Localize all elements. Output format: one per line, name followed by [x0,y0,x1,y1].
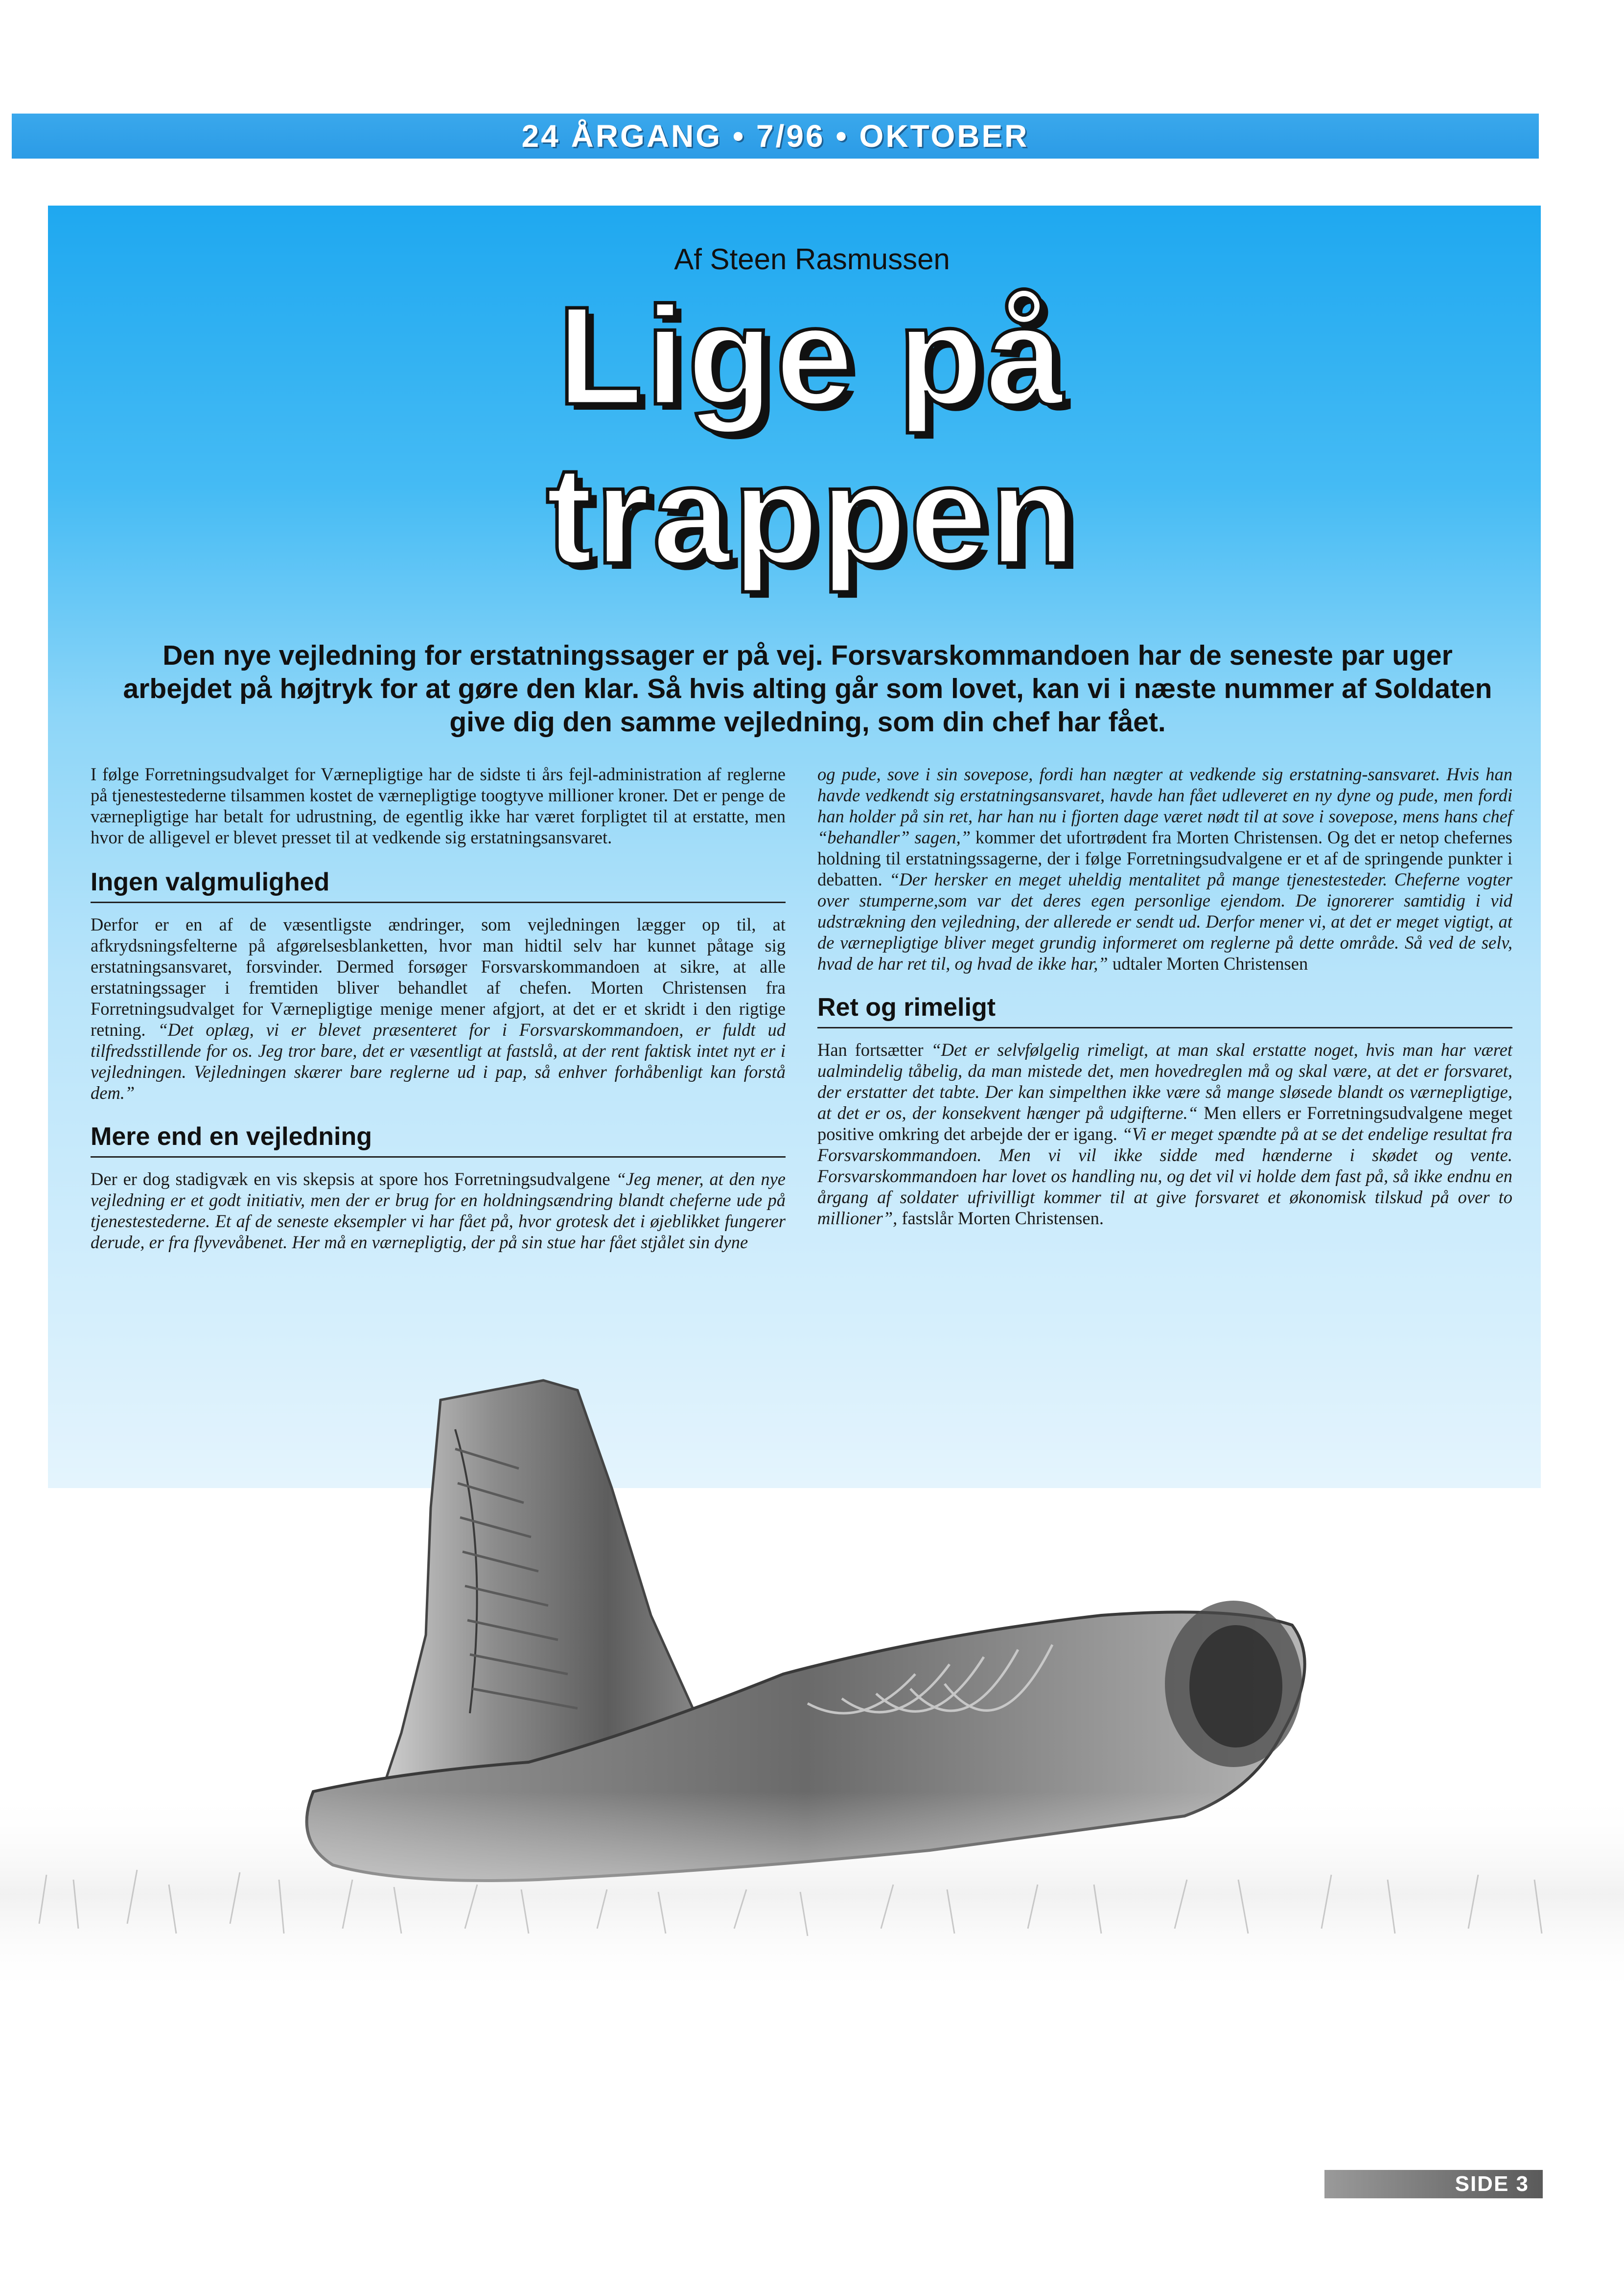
byline: Af Steen Rasmussen [674,243,950,276]
headline-line-2: trappen [546,437,1078,593]
body-paragraph: Der er dog stadigvæk en vis skepsis at spore hos Forretningsudvalgene “Jeg mener, at den nye vejledning er et godt initiativ, men der er brug for en holdningsændring blandt cheferne ude på tjenestestederne. Et af de seneste eksempler vi har fået på, hvor grotesk det i øjeblikket fungerer derude, er fra flyvevåbenet. Her må en værnepligtig, der på sin stue har fået stjålet sin dyne [91,1169,786,1252]
headline [0,277,1624,595]
issue-banner [12,114,1539,159]
page-number: SIDE 3 [1455,2172,1529,2196]
subheading-ingen-valgmulighed: Ingen valgmulighed [91,867,786,903]
body-paragraph: og pude, sove i sin sovepose, fordi han nægter at vedkende sig erstatning-sansvaret. Hvis han havde vedkendt sig erstatningsansvaret, havde han fået udleveret en ny dyne og pude, men fordi han holder på sin ret, har han nu i fjorten dage været nødt til at sove i sovepose, mens hans chef “behandler” sagen,” kommer det ufortrødent fra Morten Christensen. Og det er netop chefernes holdning til erstatningssagerne, der i følge Forretningsudvalgene er et af de springende punkter i debatten. “Der hersker en meget uheldig mentalitet på mange tjenestesteder. Cheferne vogter over stumperne,som var det deres egen personlige ejendom. De ignorerer samtidig i vid udstrækning den vejledning, der allerede er sendt ud. Derfor mener vi, at det er meget vigtigt, at de værnepligtige bliver meget grundig informeret om reglerne på dette område. Så ved de selv, hvad de har ret til, og hvad de ikke har,” udtaler Morten Christensen [817,764,1512,974]
issue-line: 24 ÅRGANG • 7/96 • OKTOBER [521,118,1029,154]
page-number-bar [1324,2170,1543,2198]
subheading-mere-end-en-vejledning: Mere end en vejledning [91,1122,786,1158]
lead-paragraph: Den nye vejledning for erstatningssager er på vej. Forsvarskommandoen har de seneste par uger arbejdet på højtryk for at gøre den klar. Så hvis alting går som lovet, kan vi i næste nummer af Soldaten give dig den samme vejledning, som din chef har fået. [123,640,1492,738]
intro-paragraph: I følge Forretningsudvalget for Værnepligtige har de sidste ti års fejl-administration af reglerne på tjenestestederne tilsammen kostet de værnepligtige toogtyve millioner kroner. Det er penge de værnepligtige har betalt for udrustning, de egentlig ikke har været forpligtet til at erstatte, men hvor de alligevel er blevet presset til at vedkende sig erstatningsansvaret. [91,764,786,847]
left-column [91,764,786,1253]
body-paragraph: Derfor er en af de væsentligste ændringer, som vejledningen lægger op til, at afkrydsningsfelterne på afgørelsesblanketten, hvor man hidtil selv har kunnet påtage sig erstatningsansvaret, forsvinder. Dermed forsøger Forsvarskommandoen at sikre, at alle erstatningssager i fremtiden bliver behandlet af chefen. Morten Christensen fra Forretningsudvalget for Værnepligtige menige mener afgjort, at det er et skridt i den rigtige retning. “Det oplæg, vi er blevet præsenteret for i Forsvarskommandoen, er fuldt ud tilfredsstillende for os. Jeg tror bare, det er væsentligt at fastslå, at der rent faktisk intet nyt er i vejledningen. Vejledningen skærer bare reglerne ud i pap, så enhver forhåbenligt kan forstå dem.” [91,914,786,1103]
body-paragraph: Han fortsætter “Det er selvfølgelig rimeligt, at man skal erstatte noget, hvis man har været ualmindelig tåbelig, da man mistede det, men hovedreglen må og skal være, at det er forsvaret, der erstatter det tabte. Der kan simpelthen ikke være så mange sløsede blandt os værnepligtige, at det er os, der konsekvent hænger på udgifterne.“ Men ellers er Forretningsudvalgene meget positive omkring det arbejde der er igang. “Vi er meget spændte på at se det endelige resultat fra Forsvarskommandoen. Men vi vil ikke sidde med hænderne i skødet og vente. Forsvarskommandoen har lovet os handling nu, og det vil vi holde dem fast på, så ikke endnu en årgang af soldater ufrivilligt kommer til at give forsvaret et økonomisk tilskud på over to millioner”, fastslår Morten Christensen. [817,1040,1512,1228]
headline-line-1: Lige på [557,278,1067,434]
right-column [817,764,1512,1229]
subheading-ret-og-rimeligt: Ret og rimeligt [817,993,1512,1028]
